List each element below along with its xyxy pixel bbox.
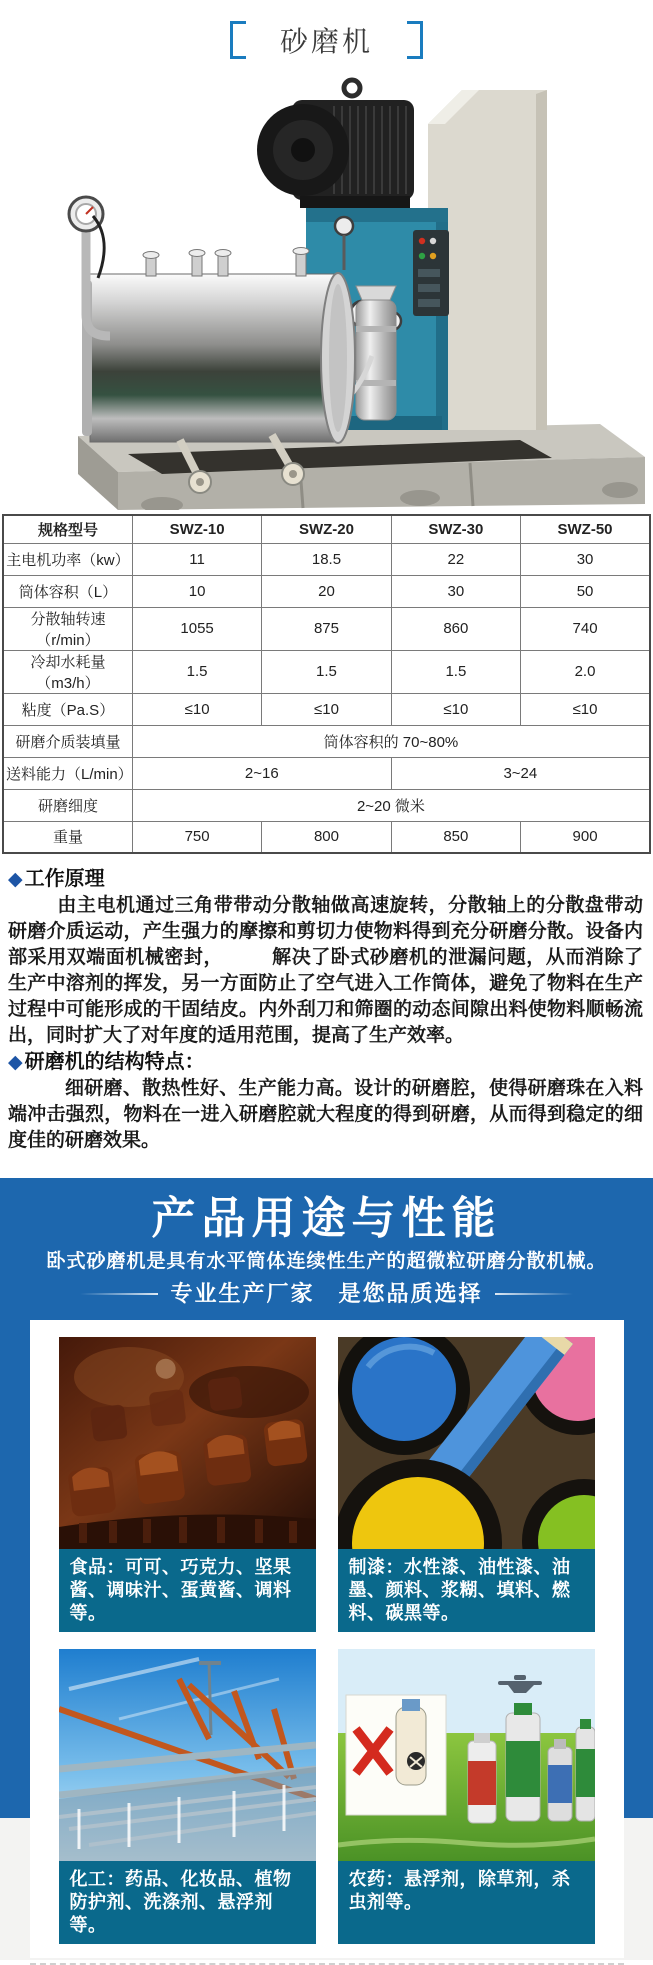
pesticide-image xyxy=(338,1649,595,1861)
pesticide-card xyxy=(338,1649,595,1944)
features-heading-row xyxy=(8,1049,643,1076)
spec-header-cell: SWZ-30 xyxy=(391,515,520,543)
spec-row xyxy=(3,821,650,853)
spec-cell-merged: 3~24 xyxy=(391,757,650,789)
spec-cell: 1055 xyxy=(132,607,261,650)
spec-cell: 1.5 xyxy=(132,650,261,693)
pesticide-caption: 农药：悬浮剂，除草剂，杀虫剂等。 xyxy=(338,1861,595,1944)
principle-heading-row xyxy=(8,866,643,893)
application-cards xyxy=(59,1337,595,1944)
page-header xyxy=(0,16,653,64)
spec-row-label: 送料能力（L/min） xyxy=(3,757,132,789)
tagline-line-right xyxy=(495,1293,573,1295)
food-caption: 食品：可可、巧克力、坚果酱、调味汁、蛋黄酱、调料等。 xyxy=(59,1549,316,1632)
product-section xyxy=(0,1178,653,1960)
machine-photo-illustration xyxy=(0,64,653,510)
spec-row-label: 重量 xyxy=(3,821,132,853)
bracket-right-icon xyxy=(407,21,423,59)
food-card xyxy=(59,1337,316,1632)
spec-cell: 11 xyxy=(132,543,261,575)
paint-image xyxy=(338,1337,595,1549)
spec-row xyxy=(3,650,650,693)
spec-cell-merged: 2~20 微米 xyxy=(132,789,650,821)
spec-cell: 1.5 xyxy=(262,650,391,693)
spec-cell: 860 xyxy=(391,607,520,650)
spec-row-label: 冷却水耗量（m3/h） xyxy=(3,650,132,693)
spec-header-cell: SWZ-50 xyxy=(521,515,650,543)
spec-row xyxy=(3,607,650,650)
spec-cell-merged: 筒体容积的 70~80% xyxy=(132,725,650,757)
spec-cell: ≤10 xyxy=(391,693,520,725)
spec-cell: 2.0 xyxy=(521,650,650,693)
paint-caption: 制漆：水性漆、油性漆、油墨、颜料、浆糊、填料、燃料、碳黑等。 xyxy=(338,1549,595,1632)
spec-row xyxy=(3,575,650,607)
product-section-tagline: 专业生产厂家 是您品质选择 xyxy=(170,1281,483,1306)
spec-row xyxy=(3,693,650,725)
spec-cell: 900 xyxy=(521,821,650,853)
spec-header-cell: SWZ-20 xyxy=(262,515,391,543)
spec-table xyxy=(2,514,651,854)
paint-card xyxy=(338,1337,595,1632)
principle-body: 由主电机通过三角带带动分散轴做高速旋转，分散轴上的分散盘带动研磨介质运动，产生强力的摩擦和剪切力使物料得到充分研磨分散。设备内部采用双端面机械密封， 解决了卧式砂磨机的泄漏问题，从而消除了生产中溶剂的挥发，另一方面防止了空气进入工作筒体，避免了物料在生产过程中可能形成的干固结皮。内外刮刀和筛圈的动态间隙出料使物料顺畅流出，同时扩大了对年度的适用范围，提高了生产效率。 xyxy=(8,895,643,1046)
spec-cell: 50 xyxy=(521,575,650,607)
chemical-caption: 化工：药品、化妆品、植物防护剂、洗涤剂、悬浮剂等。 xyxy=(59,1861,316,1944)
applications-panel xyxy=(30,1320,624,1958)
spec-cell: 22 xyxy=(391,543,520,575)
spec-row-label: 研磨细度 xyxy=(3,789,132,821)
spec-cell: 30 xyxy=(521,543,650,575)
spec-cell: 850 xyxy=(391,821,520,853)
page-title: 砂磨机 xyxy=(279,26,373,57)
spec-row xyxy=(3,789,650,821)
diamond-bullet-icon: ◆ xyxy=(8,1052,23,1073)
food-image xyxy=(59,1337,316,1549)
spec-row-label: 研磨介质装填量 xyxy=(3,725,132,757)
spec-cell: 20 xyxy=(262,575,391,607)
spec-cell: 875 xyxy=(262,607,391,650)
spec-row xyxy=(3,543,650,575)
features-body: 细研磨、散热性好、生产能力高。设计的研磨腔，使得研磨珠在入料端冲击强烈，物料在一进入研磨腔就大程度的得到研磨，从而得到稳定的细度佳的研磨效果。 xyxy=(8,1078,643,1151)
description-section xyxy=(0,854,653,1154)
spec-cell: ≤10 xyxy=(262,693,391,725)
bracket-left-icon xyxy=(230,21,246,59)
spec-row xyxy=(3,757,650,789)
principle-heading: 工作原理 xyxy=(24,868,105,890)
spec-row-label: 主电机功率（kw） xyxy=(3,543,132,575)
spec-cell: 740 xyxy=(521,607,650,650)
spec-header-cell: 规格型号 xyxy=(3,515,132,543)
chemical-image xyxy=(59,1649,316,1861)
spec-cell: 1.5 xyxy=(391,650,520,693)
tagline-row xyxy=(0,1280,653,1308)
spec-cell: 10 xyxy=(132,575,261,607)
product-section-subtitle: 卧式砂磨机是具有水平筒体连续性生产的超微粒研磨分散机械。 xyxy=(46,1251,607,1272)
diamond-bullet-icon: ◆ xyxy=(8,869,23,890)
spec-row xyxy=(3,725,650,757)
product-section-title: 产品用途与性能 xyxy=(151,1194,502,1243)
spec-cell: 750 xyxy=(132,821,261,853)
spec-cell-merged: 2~16 xyxy=(132,757,391,789)
spec-row-label: 粘度（Pa.S） xyxy=(3,693,132,725)
spec-cell: 18.5 xyxy=(262,543,391,575)
spec-cell: ≤10 xyxy=(132,693,261,725)
features-heading: 研磨机的结构特点： xyxy=(24,1051,205,1073)
chemical-card xyxy=(59,1649,316,1944)
spec-cell: 30 xyxy=(391,575,520,607)
machine-photo xyxy=(0,64,653,510)
spec-cell: 800 xyxy=(262,821,391,853)
spec-row-label: 分散轴转速（r/min） xyxy=(3,607,132,650)
tagline-line-left xyxy=(80,1293,158,1295)
spec-header-row xyxy=(3,515,650,543)
spec-header-cell: SWZ-10 xyxy=(132,515,261,543)
spec-cell: ≤10 xyxy=(521,693,650,725)
spec-row-label: 筒体容积（L） xyxy=(3,575,132,607)
